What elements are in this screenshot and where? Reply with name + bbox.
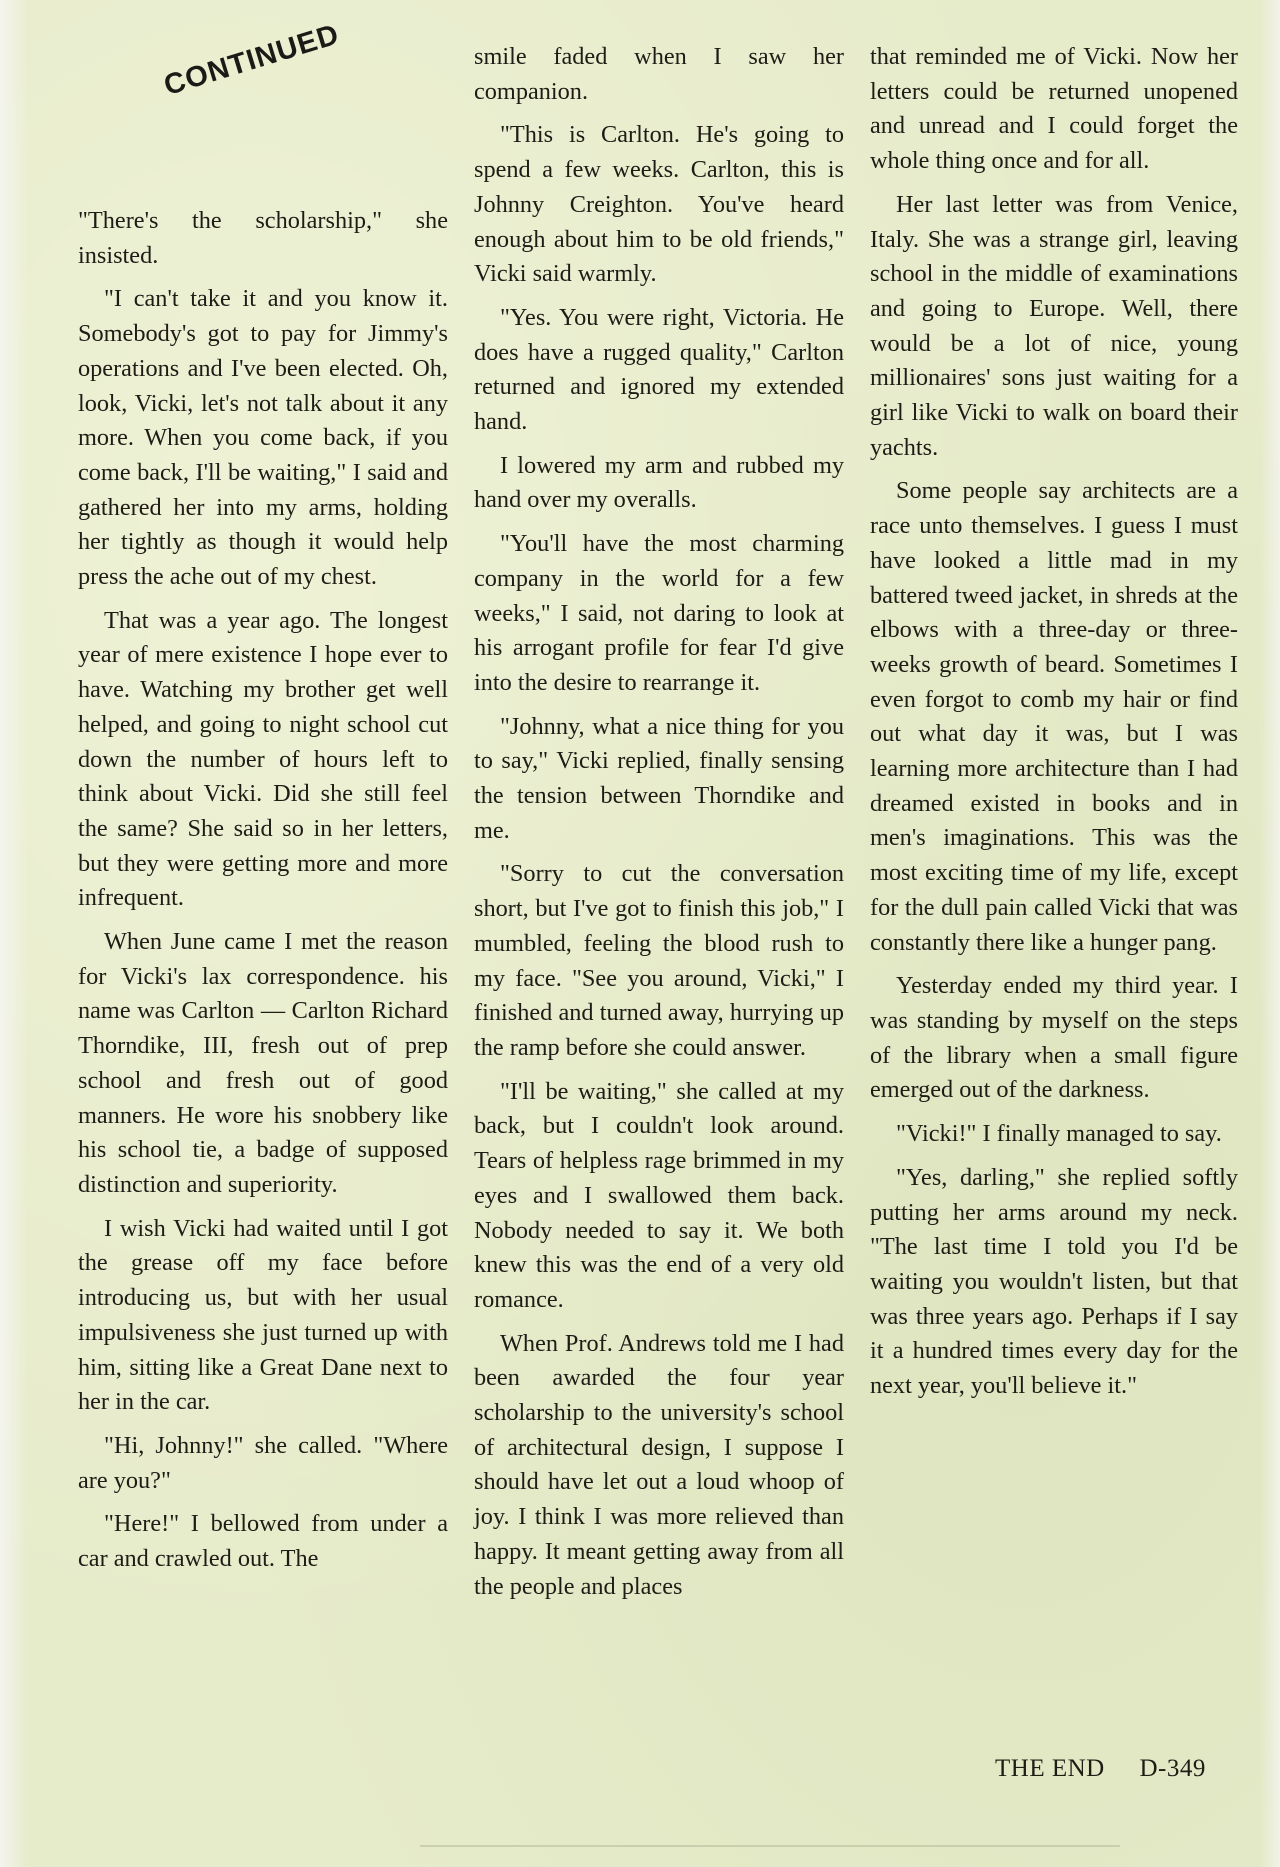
paragraph: "There's the scholarship," she insisted. <box>78 207 448 269</box>
paragraph: "You'll have the most charming company in the world for a few weeks," I said, not daring to look at his arrogant profile for fear I'd give into the desire to rearrange it. <box>474 530 844 696</box>
paragraph: Yesterday ended my third year. I was standing by myself on the steps of the library when a small figure emerged out of the darkness. <box>870 972 1238 1104</box>
paragraph: When June came I met the reason for Vicki's lax correspondence. his name was Carlton — Carlton Richard Thorndike, III, fresh out of prep school and fresh out of good manners. He wore his snobbery like his school tie, a badge of supposed distinction and superiority. <box>78 928 448 1198</box>
paragraph: "Hi, Johnny!" she called. "Where are you?" <box>78 1431 448 1494</box>
paragraph: "I can't take it and you know it. Somebody's got to pay for Jimmy's operations and I've been elected. Oh, look, Vicki, let's not talk about it any more. When you come back, if you come back, I'll be waiting," I said and gathered her into my arms, holding her tightly as though it would help press the ache out of my chest. <box>78 285 448 591</box>
paragraph: "Johnny, what a nice thing for you to say," Vicki replied, finally sensing the tension between Thorndike and me. <box>474 712 844 844</box>
continued-stamp: CONTINUED <box>160 18 344 103</box>
paragraph: When Prof. Andrews told me I had been awarded the four year scholarship to the university's school of architectural design, I suppose I should have let out a loud whoop of joy. I think I was more relieved than happy. It meant getting away from all the people and places <box>474 1329 844 1600</box>
page-edge-right <box>1260 0 1280 1867</box>
paragraph: "Yes. You were right, Victoria. He does have a rugged quality," Carlton returned and ignored my extended hand. <box>474 303 844 436</box>
paragraph: That was a year ago. The longest year of mere existence I hope ever to have. Watching my brother get well helped, and going to night school cut down the number of hours left to think about Vicki. Did she still feel the same? She said so in her letters, but they were getting more and more infrequent. <box>78 606 448 912</box>
paragraph: "I'll be waiting," she called at my back, but I couldn't look around. Tears of helpless rage brimmed in my eyes and I swallowed them back. Nobody needed to say it. We both knew this was the end of a very old romance. <box>474 1077 844 1313</box>
paragraph: "This is Carlton. He's going to spend a few weeks. Carlton, this is Johnny Creighton. You've heard enough about him to be old friends," Vicki said warmly. <box>474 121 844 288</box>
paragraph: Some people say architects are a race unto themselves. I guess I must have looked a little mad in my battered tweed jacket, in shreds at the elbows with a three-day or three-weeks growth of beard. Sometimes I even forgot to comb my hair or find out what day it was, but I was learning more architecture than I had dreamed existed in books and in men's imaginations. This was the most exciting time of my life, except for the dull pain called Vicki that was constantly there like a hunger pang. <box>870 477 1238 956</box>
page-edge-left <box>0 0 28 1867</box>
bottom-bleed-line <box>420 1845 1120 1847</box>
text-column-1 <box>78 204 448 1586</box>
paragraph: Her last letter was from Venice, Italy. She was a strange girl, leaving school in the middle of examinations and going to Europe. Well, there would be a lot of nice, young millionaires' sons just waiting for a girl like Vicki to walk on board their yachts. <box>870 190 1238 461</box>
paragraph: "Here!" I bellowed from under a car and crawled out. The <box>78 1510 448 1573</box>
text-column-3 <box>870 40 1238 1413</box>
paragraph: "Vicki!" I finally managed to say. <box>896 1120 1222 1148</box>
paragraph: that reminded me of Vicki. Now her letters could be returned unopened and unread and I could forget the whole thing once and for all. <box>870 43 1238 175</box>
paragraph: I lowered my arm and rubbed my hand over my overalls. <box>474 451 844 514</box>
paragraph: smile faded when I saw her companion. <box>474 43 844 105</box>
text-column-2 <box>474 40 844 1613</box>
page-footer <box>995 1755 1206 1783</box>
paragraph: "Yes, darling," she replied softly putting her arms around my neck. "The last time I told you I'd be waiting you wouldn't listen, but that was three years ago. Perhaps if I say it a hundred times every day for the next year, you'll believe it." <box>870 1163 1238 1400</box>
paragraph: I wish Vicki had waited until I got the grease off my face before introducing us, but with her usual impulsiveness she just turned up with him, sitting like a Great Dane next to her in the car. <box>78 1214 448 1416</box>
the-end-label: THE END <box>995 1755 1105 1782</box>
paragraph: "Sorry to cut the conversation short, but I've got to finish this job," I mumbled, feeling the blood rush to my face. "See you around, Vicki," I finished and turned away, hurrying up the ramp before she could answer. <box>474 860 844 1061</box>
story-code: D-349 <box>1139 1755 1206 1782</box>
